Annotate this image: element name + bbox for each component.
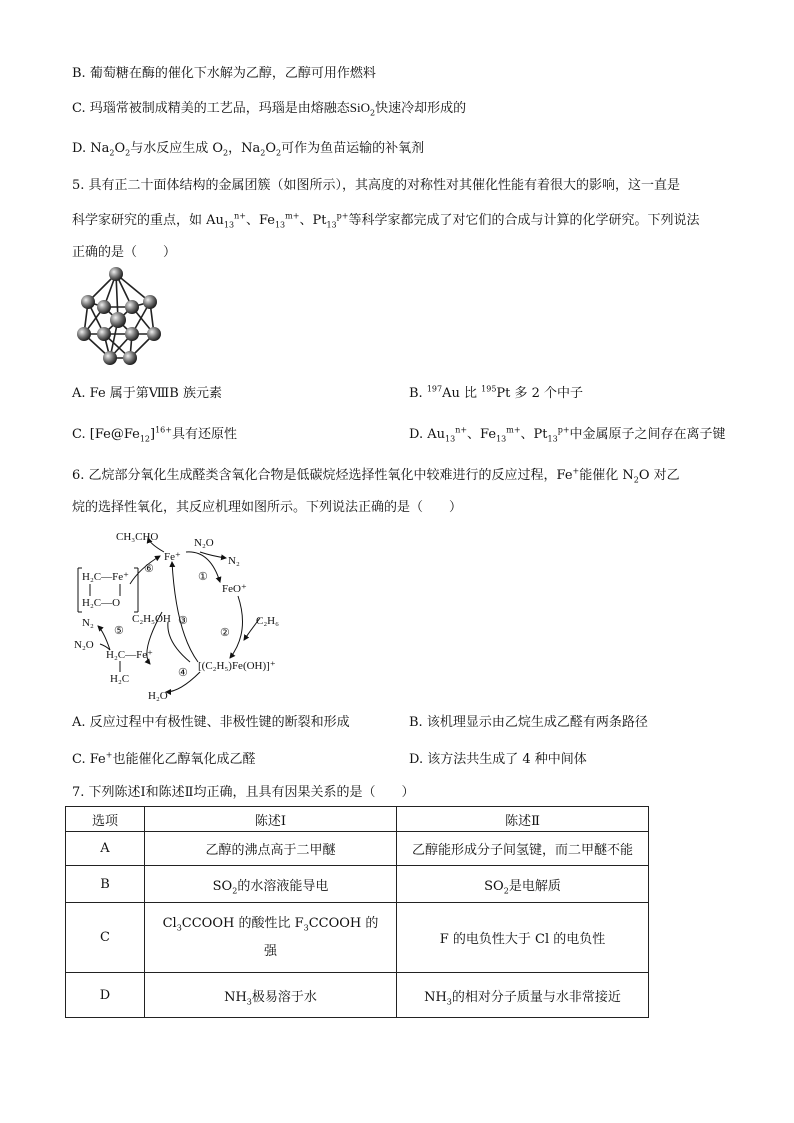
q6-option-b: B. 该机理显示由乙烷生成乙醛有两条路径: [409, 715, 648, 730]
table-row: [66, 866, 649, 903]
table-row: [66, 832, 649, 866]
q4-option-b: B. 葡萄糖在酶的催化下水解为乙醇，乙醇可用作燃料: [72, 66, 376, 81]
ch3cho-label: CH₃CHO: [116, 531, 159, 543]
row-statement-2: 乙醇能形成分子间氢键，而二甲醚不能: [397, 832, 649, 866]
q5-stem-line1: 5. 具有正二十面体结构的金属团簇（如图所示），其高度的对称性对其催化性能有着很大的影响，这一直是: [72, 178, 681, 193]
q4-option-d: D. $Na_2O_2$与水反应生成 $O_2$，$Na_2O_2$可作为鱼苗运输的补氧剂: [72, 141, 425, 158]
q5-option-c: C. $[Fe@Fe_{12}]^{16+}$具有还原性: [72, 425, 237, 444]
row-option: C: [66, 903, 145, 973]
q5-option-b: B. $^{197}$Au 比 $^{195}$Pt 多 2 个中子: [409, 384, 584, 401]
row-option: D: [66, 973, 145, 1018]
row-option: B: [66, 866, 145, 903]
q6-option-a: A. 反应过程中有极性键、非极性键的断裂和形成: [72, 715, 350, 730]
row-statement-2: $SO_2$是电解质: [397, 866, 649, 903]
c2h5oh-label: C₂H₅OH: [132, 613, 171, 625]
reaction-mechanism-diagram: [70, 522, 320, 708]
row-option: A: [66, 832, 145, 866]
ring2-top-label: H₂C—Fe⁺: [106, 649, 153, 661]
row-statement-1: $SO_2$的水溶液能导电: [145, 866, 397, 903]
h2o-label: H₂O: [148, 690, 168, 702]
header-option: 选项: [66, 807, 145, 832]
ring1-top-label: H₂C—Fe⁺: [82, 571, 129, 583]
intermediate-label: [(C₂H₅)Fe(OH)]⁺: [198, 660, 276, 672]
n2-left-label: N₂: [82, 617, 94, 629]
feo-plus-label: FeO⁺: [222, 583, 247, 595]
step-6-label: ⑥: [144, 563, 154, 575]
n2-right-label: N₂: [228, 555, 240, 567]
n2o-left-label: N₂O: [74, 639, 94, 651]
n2o-top-label: N₂O: [194, 537, 214, 549]
step-1-label: ①: [198, 571, 208, 583]
header-statement-1: 陈述Ⅰ: [145, 807, 397, 832]
fe-plus-label: Fe⁺: [164, 551, 181, 563]
row-statement-2: $NH_3$的相对分子质量与水非常接近: [397, 973, 649, 1018]
row-statement-1: 乙醇的沸点高于二甲醚: [145, 832, 397, 866]
q6-option-c: C. Fe+也能催化乙醇氧化成乙醛: [72, 750, 256, 767]
table-row: [66, 903, 649, 973]
q4-option-c: C. 玛瑙常被制成精美的工艺品，玛瑙是由熔融态SiO$_2$快速冷却形成的: [72, 100, 467, 118]
q5-option-a: A. Fe 属于第ⅧB 族元素: [72, 386, 222, 401]
row-statement-2: F 的电负性大于 Cl 的电负性: [397, 903, 649, 973]
icosahedron-cluster-figure: [70, 262, 170, 370]
q6-stem-line2: 烷的选择性氧化，其反应机理如图所示。下列说法正确的是（ ）: [72, 500, 463, 515]
q6-stem-line1: 6. 乙烷部分氧化生成醛类含氧化合物是低碳烷烃选择性氧化中较难进行的反应过程，Fe+能催化 $N_2O$ 对乙: [72, 466, 680, 485]
step-2-label: ②: [220, 627, 230, 639]
row-statement-1: $NH_3$极易溶于水: [145, 973, 397, 1018]
table-row: [66, 973, 649, 1018]
q5-stem-line3: 正确的是（ ）: [72, 245, 177, 260]
ring1-bottom-label: H₂C—O: [82, 597, 121, 609]
q5-stem-line2: 科学家研究的重点，如 $Au_{13}^{n+}$、$Fe_{13}^{m+}$、$Pt_{13}^{p+}$等科学家都完成了对它们的合成与计算的化学研究。下列说法: [72, 211, 700, 230]
c2h6-label: C₂H₆: [256, 615, 279, 627]
step-5-label: ⑤: [114, 625, 124, 637]
step-3-label: ③: [178, 615, 188, 627]
header-statement-2: 陈述Ⅱ: [397, 807, 649, 832]
q7-stem: 7. 下列陈述Ⅰ和陈述Ⅱ均正确，且具有因果关系的是（ ）: [72, 785, 415, 800]
q7-table: [65, 806, 649, 1018]
ring2-bottom-label: H₂C: [110, 673, 130, 685]
step-4-label: ④: [178, 667, 188, 679]
q5-option-d: D. $Au_{13}^{n+}$、$Fe_{13}^{m+}$、$Pt_{13}^{p+}$中金属原子之间存在离子键: [409, 425, 726, 444]
row-statement-1: $Cl_3CCOOH$ 的酸性比 $F_3CCOOH$ 的 强: [145, 903, 397, 973]
q6-option-d: D. 该方法共生成了 4 种中间体: [409, 752, 587, 767]
table-header-row: [66, 807, 649, 832]
